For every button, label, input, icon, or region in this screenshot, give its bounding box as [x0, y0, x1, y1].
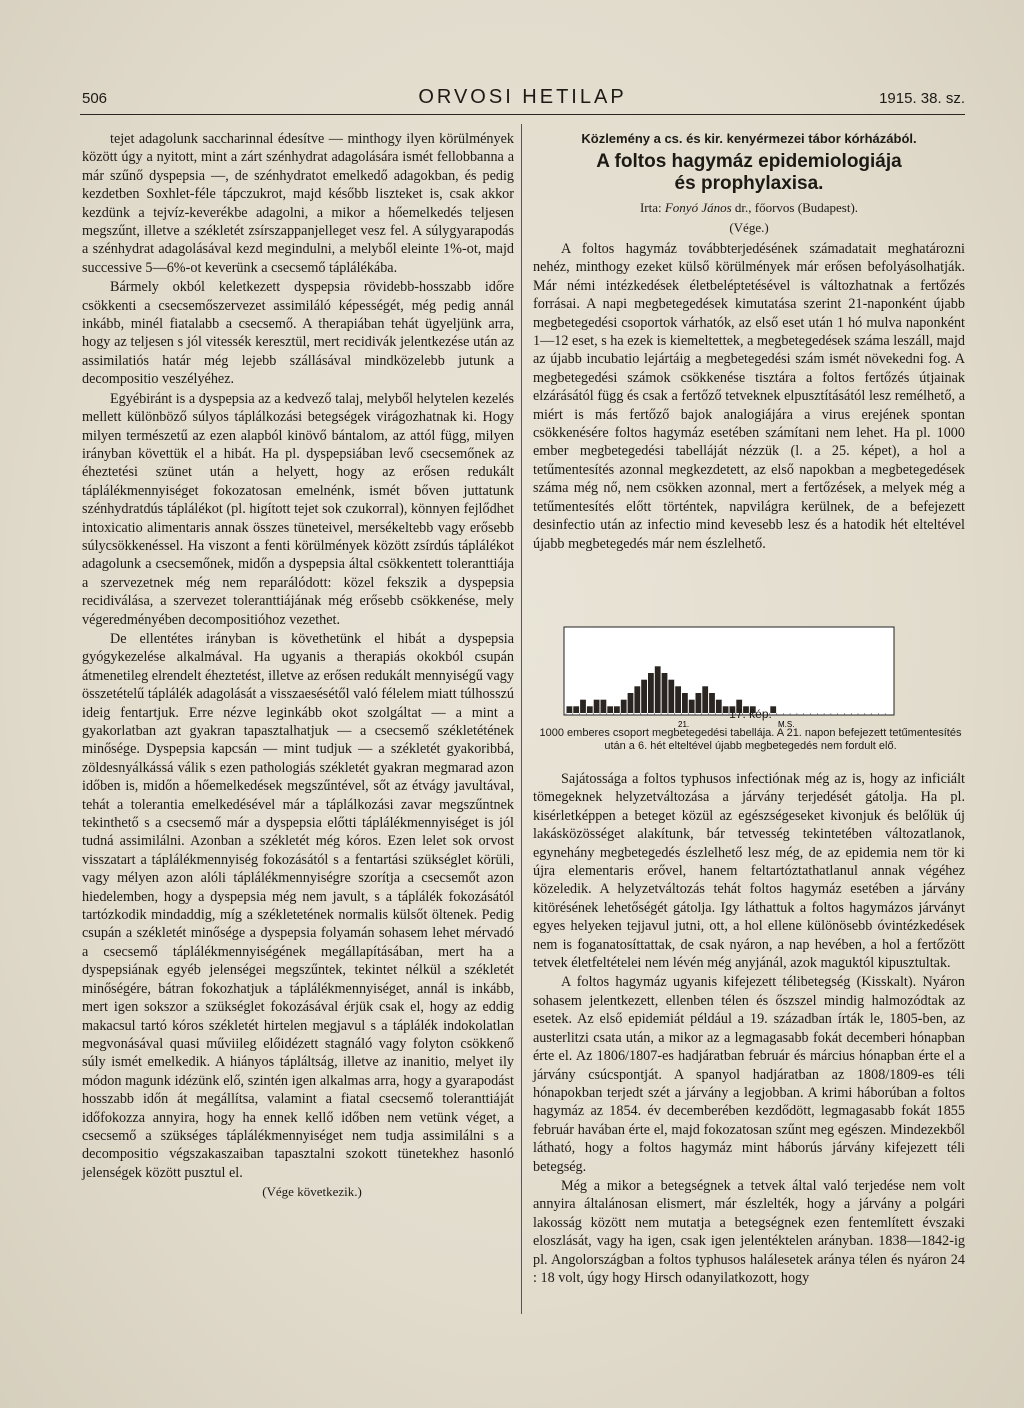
continued-note: (Vége következik.): [262, 1184, 362, 1200]
section-label: Közlemény a cs. és kir. kenyérmezei tábor kórházából.: [581, 131, 917, 146]
page-number: 506: [82, 90, 108, 107]
author-line: [533, 199, 965, 217]
day-21-marker: 21.: [678, 720, 690, 729]
figure-caption-text: 1000 emberes csoport megbetegedési tabellája. A 21. napon befejezett tetűmentesítés után a 6. hét elteltével újabb megbetegedés nem fordult elő.: [539, 727, 962, 752]
right-paragraph-1: A foltos hagymáz továbbterjedésének számadatait meghatározni nehéz, minthogy ezeket külső körülmények már erősen befolyásolhatják. Már némi intézkedések életbeléptetésével is változhatnak a fertőzés forrásai. A napi megbetegedések kimutatása szerint 21-naponként újabb megbetegedési csoportok várhatók, az első eset után 1 hó mulva naponként 1—12 eset, s ha ezek is kiemeltettek, a megbetegedések száma leszáll, majd az újabb incubatio lejártáig a megbetegedési szám ismét növekedni fog. A megbetegedési számok csökkenése tisztára a foltos fertőzés útjainak elzárásától függ és csak a fertőző tetveknek elpusztításától lesz remélhető, a miért is más fertőző bajok analogiájára a virus erejének spontan csökkenésére foltos hagymáz esetében számítani nem lehet. Ha pl. 1000 ember megbetegedési tabelláját nézzük (l. a 25. képet), a hol a tetűmentesítés azonnal megkezdetett, az első napokban a megbetegedések száma még nő, nem csökken azonnal, mert a fertőzések, a melyek még a tetűmentesítés előtt történtek, napvilágra kerülnek, de a befejezett desinfectio után az infectio mind kevesebb lesz és a hatodik hét elteltével újabb megbetegedés már nem észlelhető.: [533, 241, 965, 552]
chart-bar-day-13: [648, 673, 654, 713]
figure-number: 17. kép.: [729, 707, 772, 721]
left-column: [82, 130, 514, 1202]
left-paragraph-4: De ellentétes irányban is követhetünk el hibát a dyspepsia gyógykezelése alkalmával. Ha ugyanis a therapiás okokból csupán átmenetileg elrendelt éheztetést, illetve az erősen redukált mennyiségű vagy összetételű táplálék adagolását a visszaesésétől való félelem miatt túlhosszú ideig fentartjuk. Erre nézve leginkább okot szolgáltat — a mint a gyakorlatban azt gyakran tapasztalhatjuk — a csecsemő székletétének minősége. Dyspepsia kapcsán — mint tudjuk — a székletét gyakoribbá, zöldesnyálkássá válik s ezen pathologiás székletét gyakran megmarad azon időben is, midőn a hőemelkedések megszűntével, sőt az étvágy javultával, tehát a tolerantia emelkedésével már a táplálkozási zavar megszűntnek tekinthető s a csecsemő már a dyspepsia előtti táplálékmennyiséget is jól tudná assimilálni. Azonban a székletét még kóros. Ezen lelet sok orvost visszatart a táplálékmennyiség fokozásától s a fentartási szükséglet körüli, vagy mélyen azon alóli táplálékmennyiségre szorítja a csecsemőt azon hiedelemben, hogy a dyspepsia még nem javult, s a táplálék fokozásától tartózkodik mindaddig, míg a székletetének normalis külsőt öltenek. Pedig csupán a székletét minősége a dyspepsia folyamán sohasem lehet mérvadó a csecsemő táplálékmennyiségének megállapításában, mert ha a dyspepsiának egyéb jelenségei megszűntek, tekintet nélkül a székletét minőségére, bátran fokozhatjuk a táplálékmennyiséget, annál is inkább, mert igen sokszor a szükséglet fokozásával érjük csak el, hogy az eddig makacsul tartó kóros székletét hirtelen megjavul s a táplálék indokolatlan megvonásával quasi műviileg előidézett stagnáló vagy folyton csökkenő súly ismét emelkedik. A hiányos tápláltság, illetve az inanitio, melyet ily módon magunk idézünk elő, szintén igen alkalmas arra, hogy a gyarapodást hosszabb időn át megállítsa, valamint a fiatal csecsemő toleranttiáját időfokozza annyira, hogy ha ennek kellő időben nem vetünk véget, a csecsemő a szükséges táplálékmennyiséget nem tudja assimilálni s a decompositio végszakaszaiban tapasztalni szokott tünetekhez hasonló jelenségek között pusztul el.: [82, 630, 514, 1181]
ms-marker: M.S.: [778, 720, 795, 729]
chart-frame: [564, 627, 894, 715]
author-name: Fonyó János: [664, 200, 732, 215]
left-paragraph-3: Egyébiránt is a dyspepsia az a kedvező talaj, melyből helytelen kezelés mellett különböző súlyos táplálkozási betegségek virágozhatnak ki. Hogy milyen természetű az ezen alapból kinövő bántalom, az attól függ, milyen irányban követtük el a hibát. Ha pl. dyspepsiában levő csecsemőnek az éheztetési szünet után a helyett, hogy az erősen redukált táplálékmennyiséget fokozatosan emelnénk, ismét bőven juttatunk szénhydratdús táplálékot (pl. higított tejet sok czukorral), könnyen fejlődhet intoxicatio alimentaris annak összes tüneteivel, mersékeltebb vagy erősebb súlycsökkenéssel. Ha viszont a fenti körülmények között zsírdús táplálékot adagolunk a csecsemőnek, midőn a dyspepsia által csökkentett toleranttiája a szervezetnek még nem reparálódott: közel fekszik a dyspepsia recidiválása, a szervezet toleranttiájának még erősebb csökkenése, mely végeredményében decompositióhoz vezethet.: [82, 390, 514, 628]
article-title-line-1: A foltos hagymáz epidemiologiája: [596, 151, 902, 172]
journal-title: ORVOSI HETILAP: [418, 86, 627, 108]
author-suffix: dr., főorvos (Budapest).: [734, 200, 859, 215]
left-paragraph-2: Bármely okból keletkezett dyspepsia rövidebb-hosszabb időre csökkenti a csecsemőszervezet assimiláló képességét, még pedig annál inkább, minél fiatalabb a csecsemő. A therapiában tehát ügyeljünk arra, hogy az teljesen s jól vitessék keresztül, mert recidivák jelentkezése után az assimilatiós határ még lejebb szállásával mindközelebb jutunk a decompositio veszélyéhez.: [82, 279, 514, 388]
conclusion-marker: (Vége.): [729, 220, 769, 235]
author-prefix: Irta:: [639, 200, 662, 215]
column-divider: [521, 124, 522, 1314]
right-paragraph-2: Sajátossága a foltos typhusos infectiónak még az is, hogy az inficiált tömegeknek helyzetváltozása a járvány terjedését gátolja. Ha pl. kisérletképpen a beteget közül az egészségeseket kivonjuk és belőlük új lakásközösséget alakítunk, bár tetvesség tekintetében változatlanok, egynehány megbetegedés észlelhető lesz még, de az epidemia nem tör ki újra elementaris erővel, hanem feltartóztathatlanul annak végéhez közeledik. A helyzetváltozás tehát foltos hagymáz esetében a járvány kitörésének lehetőségét gátolja. Igy láthattuk a foltos hagymázos járványt egyes helyeken tejjavul jutni, ott, a hol ellene különösebb óvintézkedések nem is foganatosíttattak, de csak nyáron, a nap hevében, a hol a fertőzött tetvek életfeltételei nem lévén még anyjánál, azok maguktól kipusztultak.: [533, 771, 965, 972]
article-title-line-2: és prophylaxisa.: [674, 173, 824, 194]
right-column-top: [533, 130, 965, 553]
figure-caption: [533, 708, 968, 753]
chart-bar-day-14: [655, 666, 661, 713]
issue-label: 1915. 38. sz.: [879, 90, 965, 107]
chart-bar-day-15: [662, 673, 668, 713]
right-paragraph-3: A foltos hagymáz ugyanis kifejezett télibetegség (Kisskalt). Nyáron sohasem jelentkezett, ellenben télen és őszszel mindig halmozódtak az esetek. Az első epidemiát például a 19. században írták le, 1805-ben, az austerlitzi csata után, a mikor az a legmagasabb fokát decemberi hónapban érte el. Az 1806/1807-es hadjáratban február és március hónapban érte el a járvány csúcspontját. A spanyol hadjáratban az 1808/1809-es téli hónapokban terjedt szét a járvány a legjobban. A krimi háborúban a foltos hagymáz az 1854. év decemberében kezdődött, legmagasabb fokát 1855 február havában érte el, majd fokozatosan szűnt meg egészen. Mindezekből látható, hogy a foltos hagymáz mint háborús járvány kifejezett téli betegség.: [533, 974, 965, 1175]
page-header: [80, 88, 965, 115]
right-paragraph-4: Még a mikor a betegségnek a tetvek által való terjedése nem volt annyira általánosan elismert, már észlelték, hogy a járvány a polgári lakosság között nem mutatja a betegségnek ezen fentemlített évszaki eloszlását, vagy ha igen, csak igen jelentéktelen arányban. 1838—1842-ig pl. Angolországban a foltos typhusos halálesetek aránya télen és nyáron 24 : 18 volt, úgy hogy Hirsch odanyilatkozott, hogy: [533, 1177, 965, 1286]
right-column-bottom: [533, 770, 965, 1287]
left-paragraph-1: tejet adagolunk saccharinnal édesítve — minthogy ilyen körülmények között úgy a nyitott, mint a zárt szénhydrat adagolására ismét fellobbanna a már szűnő dyspepsia —, de szénhydratot emelkedő adagokban, és pedig kezdetben Soxhlet-féle tápczukrot, majd később liszteket is, csak akkor kezdünk a tejvíz-keverékbe adagolni, a mikor a hőemelkedés teljesen megszűnt, illetve a székletét zsírszappanjelleget vesz fel. A súlygyarapodás a szénhydrat adagolásával kezd megindulni, a melyből eleinte 1%-ot, majd successive 5—6%-ot keverünk a csecsemő táplálékába.: [82, 131, 514, 276]
